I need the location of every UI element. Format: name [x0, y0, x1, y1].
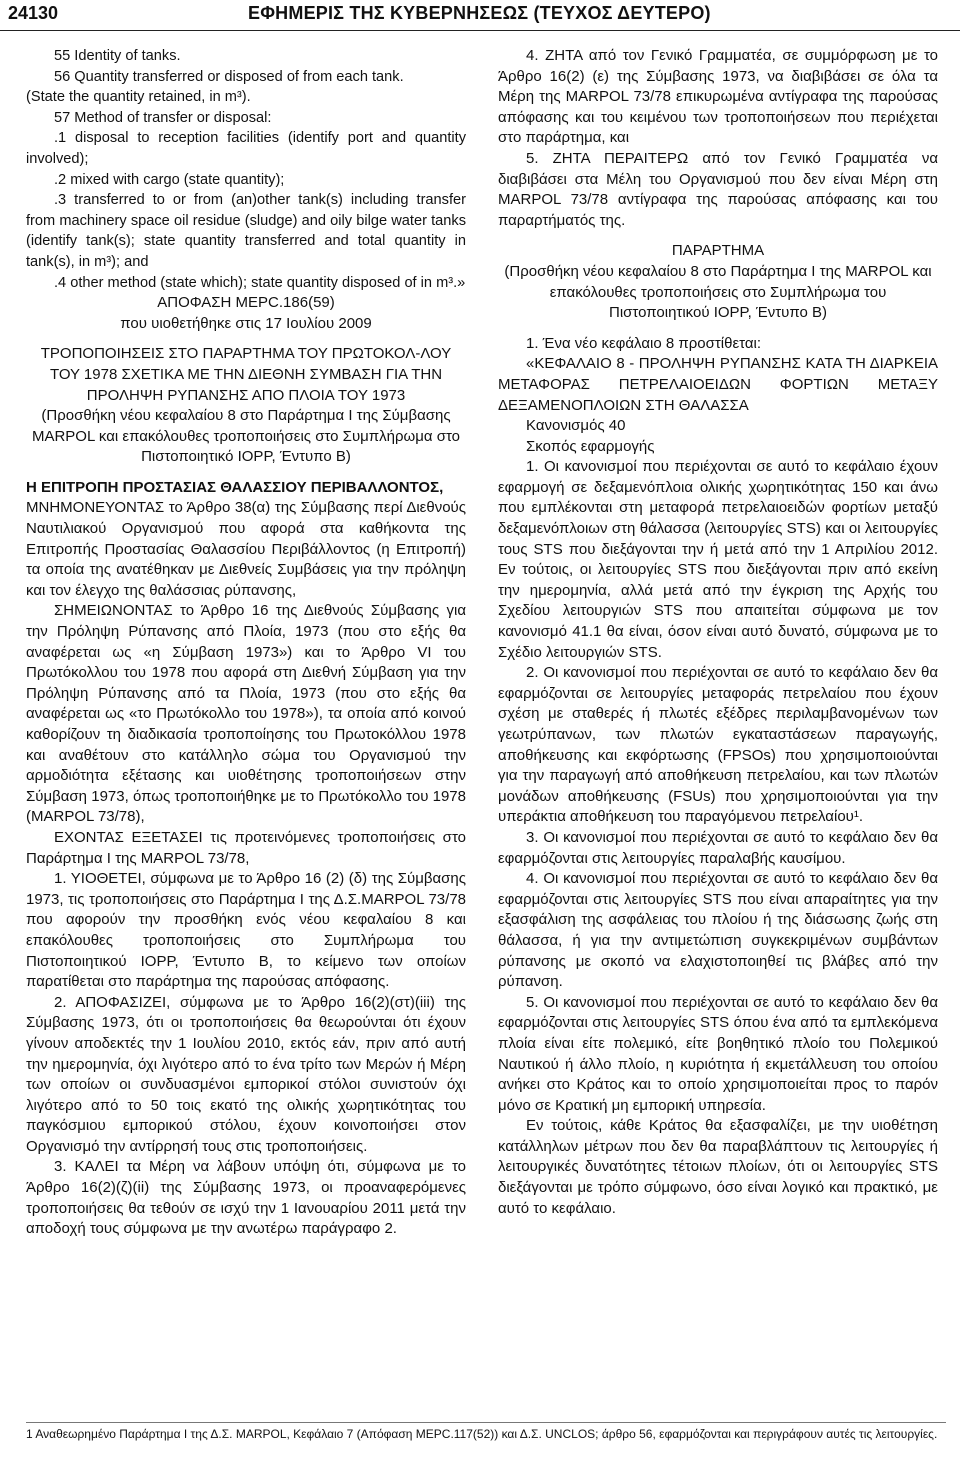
paragraph: 1. Ένα νέο κεφάλαιο 8 προστίθεται: [526, 334, 762, 352]
form-item: .4 other method (state which); state quantity disposed of in m³.» [54, 274, 466, 291]
paragraph: 2. Οι κανονισμοί που περιέχονται σε αυτό το κεφάλαιο δεν θα εφαρμόζονται σε λειτουργίες μεταφοράς πετρελαίου που έχουν σχέση με σταθερές ή πλωτές εξέδρες περιλαμβανομένων των γεωτρύπανων, των πλωτών εγκαταστάσεων παραγωγής, αποθήκευσης και εκφόρτωσης (FPSOs) που χρησιμοποιούνται για την παραγωγή από αποθήκευση πετρελαίου, και των πλωτών μονάδων αποθήκευσης (FSUs) που χρησιμοποιούνται για την υπεράκτια αποθήκευση του παραγόμενου πετρελαίου¹. [498, 664, 938, 826]
form-item: .2 mixed with cargo (state quantity); [54, 171, 285, 188]
paragraph: 4. Οι κανονισμοί που περιέχονται σε αυτό το κεφάλαιο δεν θα εφαρμόζονται στις λειτουργίες STS που είναι απαραίτητες για την εξασφάλιση της ασφάλειας του πλοίου ή της διάσωσης ζωής στη θάλασσα, ή για την αντιμετώπιση συγκεκριμένων συμβάντων ρύπανσης με σκοπό να ελαχιστοποιηθεί τις βλάβες από την ρύπανση. [498, 870, 938, 991]
paragraph: 1. Οι κανονισμοί που περιέχονται σε αυτό το κεφάλαιο έχουν εφαρμογή σε δεξαμενόπλοια ολικής χωρητικότητας 150 και άνω που εμπλέκονται στη μεταφορά πετρελαιοειδών φορτίων μεταξύ δεξαμενόπλοιων στη θάλασσα (λειτουργίες STS) και οι λειτουργίες τους STS που διεξάγονται την ή μετά από την 1 Απριλίου 2012. Εν τούτοις, οι λειτουργίες STS που διεξάγονται πριν από εκείνη την ημερομηνία, αλλά μετά από την έγκριση της Αρχής του Σχεδίου λειτουργιών STS που απαιτείται σύμφωνα με τον κανονισμό 41.1 θα είναι, όσον είναι αυτό δυνατό, σύμφωνα με το Σχέδιο λειτουργιών STS. [498, 458, 938, 661]
form-item: 57 Method of transfer or disposal: [54, 109, 272, 126]
paragraph: 5. ΖΗΤΑ ΠΕΡΑΙΤΕΡΩ από τον Γενικό Γραμματέα να διαβιβάσει στα Μέλη του Οργανισμού που δεν είναι Μέρη στη MARPOL 73/78 αντίγραφα της παρούσας απόφασης και του παραρτήματός της. [498, 149, 938, 229]
form-item: 56 Quantity transferred or disposed of from each tank. [54, 68, 404, 85]
header-rule [0, 30, 960, 31]
paragraph: 3. Οι κανονισμοί που περιέχονται σε αυτό το κεφάλαιο δεν θα εφαρμόζονται στις λειτουργίες παραλαβής καυσίμου. [498, 828, 938, 867]
paragraph: ΣΗΜΕΙΩΝΟΝΤΑΣ το Άρθρο 16 της Διεθνούς Σύμβασης για την Πρόληψη Ρύπανσης από Πλοία, 1973 (που στο εξής θα αναφέρεται ως «η Σύμβαση 1973») και το Άρθρο VI του Πρωτόκολλου του 1978 που αφορά στη Διεθνή Σύμβαση για την Πρόληψη Ρύπανσης από τα Πλοία, 1973 (που στο εξής θα αναφέρεται ως «το Πρωτόκολλο του 1978»), τα οποία από κοινού καθορίζουν τη διαδικασία τροποποίησης του Πρωτοκόλλου 1978 και αναθέτουν στο κατάλληλο σώμα του Οργανισμού την αρμοδιότητα εξέτασης και υιοθέτησης τροποποιήσεων στην Σύμβαση 1973, όπως τροποποιήθηκε με το Πρωτόκολλο του 1978 (MARPOL 73/78), [26, 602, 466, 826]
form-item: 55 Identity of tanks. [54, 48, 181, 64]
left-column [26, 46, 466, 1240]
annex-subtitle: (Προσθήκη νέου κεφαλαίου 8 στο Παράρτημα Ι της MARPOL και επακόλουθες τροποποιήσεις στο Συμπλήρωμα του Πιστοποιητικού IOPP, Έντυπο Β) [504, 262, 932, 322]
footnote: 1 Αναθεωρημένο Παράρτημα Ι της Δ.Σ. MARPOL, Κεφάλαιο 7 (Απόφαση ΜΕΡC.117(52)) και Δ.Σ. UNCLOS; άρθρο 56, εφαρμόζονται και περιγράφουν αυτές τις λειτουργίες. [26, 1422, 946, 1443]
form-item: (State the quantity retained, in m³). [26, 89, 251, 106]
paragraph: ΜΝΗΜΟΝΕΥΟΝΤΑΣ το Άρθρο 38(α) της Σύμβασης περί Διεθνούς Ναυτιλιακού Οργανισμού που αφορά στα καθήκοντα της Επιτροπής Προστασίας Θαλασσίου Περιβάλλοντος (η Επιτροπή) τα οποία της ανατέθηκαν με Διεθνείς Συμβάσεις για την πρόληψη και τον έλεγχο της θαλάσσιας ρύπανσης, [26, 499, 466, 599]
page-number: 24130 [8, 3, 59, 23]
journal-title: ΕΦΗΜΕΡΙΣ ΤΗΣ ΚΥΒΕΡΝΗΣΕΩΣ (ΤΕΥΧΟΣ ΔΕΥΤΕΡΟ) [248, 3, 711, 23]
paragraph: 5. Οι κανονισμοί που περιέχονται σε αυτό το κεφάλαιο δεν θα εφαρμόζονται στις λειτουργίες STS όπου ένα από τα εμπλεκόμενα πλοία είναι είτε πολεμικό, είτε βοηθητικό πλοίο του Πολεμικού Ναυτικού ή άλλο πλοίο, η κυριότητα ή εκμετάλλευση του οποίου ανήκει στο Κράτος και το οποίο χρησιμοποιείται προς το παρόν μόνο σε Κρατική μη εμπορική υπηρεσία. [498, 993, 938, 1114]
committee-heading: Η ΕΠΙΤΡΟΠΗ ΠΡΟΣΤΑΣΙΑΣ ΘΑΛΑΣΣΙΟΥ ΠΕΡΙΒΑΛΛΟΝΤΟΣ, [26, 478, 444, 496]
regulation-title: Σκοπός εφαρμογής [526, 437, 655, 455]
paragraph: 3. ΚΑΛΕΙ τα Μέρη να λάβουν υπόψη ότι, σύμφωνα με το Άρθρο 16(2)(ζ)(ii) της Σύμβασης 1973, οι προαναφερόμενες τροποποιήσεις θα τεθούν σε ισχύ την 1 Ιανουαρίου 2011 μετά την αποδοχή τους σύμφωνα με την ανωτέρω παράγραφο 2. [26, 1158, 466, 1238]
amendments-subtitle: (Προσθήκη νέου κεφαλαίου 8 στο Παράρτημα Ι της Σύμβασης MARPOL και επακόλουθες τροποποιήσεις στο Συμπλήρωμα στο Πιστοποιητικό IOPP, Έντυπο Β) [31, 407, 461, 466]
paragraph: 1. ΥΙΟΘΕΤΕΙ, σύμφωνα με το Άρθρο 16 (2) (δ) της Σύμβασης 1973, τις τροποποιήσεις στο Παράρτημα Ι της Δ.Σ.MARPOL 73/78 που αφορούν την προσθήκη ενός νέου κεφαλαίου 8 και επακόλουθες τροποποιήσεις στο Συμπλήρωμα του Πιστοποιητικού IOPP, Έντυπο Β, το κείμενο των οποίων παρατίθεται στο παράρτημα της παρούσας απόφασης. [26, 870, 466, 991]
paragraph: Εν τούτοις, κάθε Κράτος θα εξασφαλίζει, με την υιοθέτηση κατάλληλων μέτρων που δεν θα παραβλάπτουν τις λειτουργίες ή λειτουργικές δυνατότητες τέτοιων πλοίων, ότι οι λειτουργίες STS διεξάγονται με τρόπο σύμφωνο, όσο είναι λογικό και πρακτικό, με αυτό το κεφάλαιο. [498, 1117, 938, 1217]
decision-title: ΑΠΟΦΑΣΗ ΜΕΡC.186(59) [157, 294, 335, 312]
paragraph: 4. ΖΗΤΑ από τον Γενικό Γραμματέα, σε συμμόρφωση με το Άρθρο 16(2) (ε) της Σύμβασης 1973, να διαβιβάσει σε όλα τα Μέρη της MARPOL 73/78 επικυρωμένα αντίγραφα της παρούσας απόφασης και του κειμένου των τροποποιήσεων που περιέχεται στο παράρτημα, και [498, 47, 938, 147]
chapter-heading: «ΚΕΦΑΛΑΙΟ 8 - ΠΡΟΛΗΨΗ ΡΥΠΑΝΣΗΣ ΚΑΤΑ ΤΗ ΔΙΑΡΚΕΙΑ ΜΕΤΑΦΟΡΑΣ ΠΕΤΡΕΛΑΙΟΕΙΔΩΝ ΦΟΡΤΙΩΝ ΜΕΤΑΞΥ ΔΕΞΑΜΕΝΟΠΛΟΙΩΝ ΣΤΗ ΘΑΛΑΣΣΑ [498, 355, 938, 414]
page-header [0, 0, 960, 32]
right-column [498, 46, 938, 1219]
amendments-title: ΤΡΟΠΟΠΟΙΗΣΕΙΣ ΣΤΟ ΠΑΡΑΡΤΗΜΑ ΤΟΥ ΠΡΩΤΟΚΟΛ-ΛΟΥ ΤΟΥ 1978 ΣΧΕΤΙΚΑ ΜΕ ΤΗΝ ΔΙΕΘΝΗ ΣΥΜΒΑΣΗ ΓΙΑ ΤΗΝ ΠΡΟΛΗΨΗ ΡΥΠΑΝΣΗΣ ΑΠΟ ΠΛΟΙΑ ΤΟΥ 1973 [40, 345, 452, 404]
form-item: .1 disposal to reception facilities (identify port and quantity involved); [26, 130, 466, 167]
decision-subtitle: που υιοθετήθηκε στις 17 Ιουλίου 2009 [120, 314, 372, 332]
english-form-excerpt [26, 46, 466, 293]
annex-title: ΠΑΡΑΡΤΗΜΑ [671, 242, 765, 260]
regulation-number: Κανονισμός 40 [526, 417, 626, 435]
form-item: .3 transferred to or from (an)other tank(s) including transfer from machinery space oil residue (sludge) and oily bilge water tanks (identify tank(s); state quantity transferred and total quantity in tank(s), in m³); and [26, 192, 466, 270]
paragraph: ΕΧΟΝΤΑΣ ΕΞΕΤΑΣΕΙ τις προτεινόμενες τροποποιήσεις στο Παράρτημα Ι της MARPOL 73/78, [26, 828, 466, 867]
paragraph: 2. ΑΠΟΦΑΣΙΖΕΙ, σύμφωνα με το Άρθρο 16(2)(στ)(iii) της Σύμβασης 1973, ότι οι τροποποιήσεις θα θεωρούνται ότι έχουν γίνουν αποδεκτές την 1 Ιουλίου 2010, εκτός εάν, πριν από αυτή την ημερομηνία, όχι λιγότερο από το ένα τρίτο των Μερών ή Μέρη των οποίων οι συνδυασμένοι εμπορικοί στόλοι συνιστούν όχι λιγότερο από το 50 τοις εκατό της ολικής χωρητικότητας του παγκόσμιου εμπορικού στόλου, έχουν κοινοποιήσει στον Οργανισμό την αντίρρησή τους στις τροποποιήσεις. [26, 993, 466, 1155]
